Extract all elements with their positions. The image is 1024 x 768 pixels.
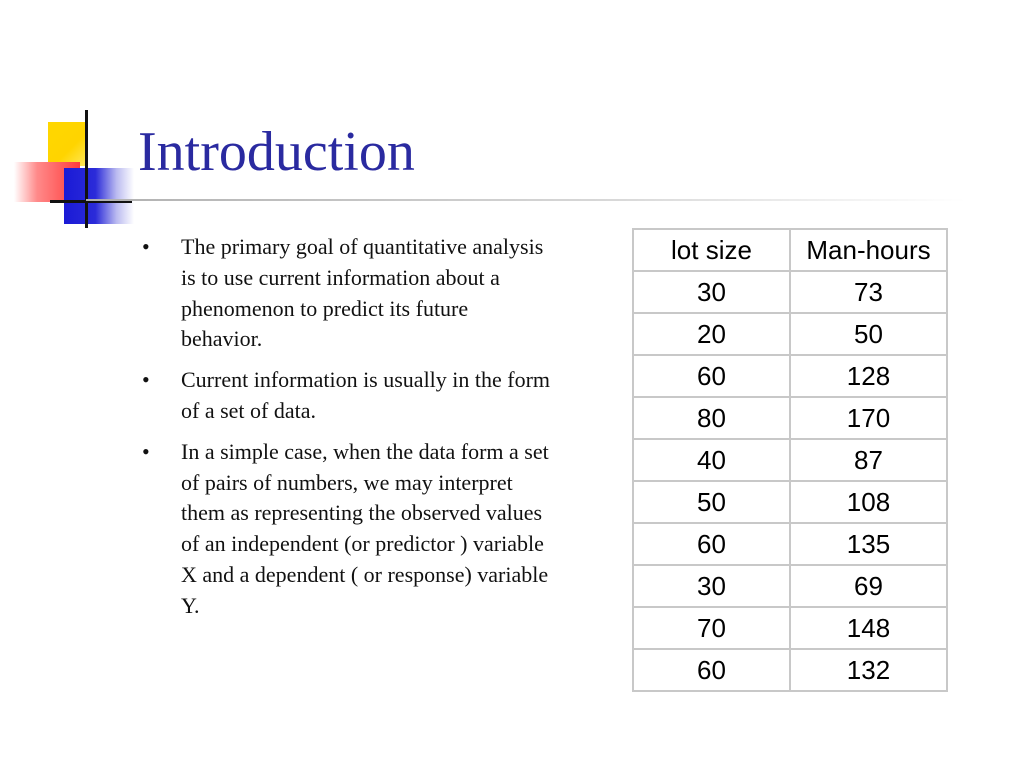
lot-size-cell: 80	[633, 397, 790, 439]
table-row	[633, 271, 947, 313]
lot-size-cell: 60	[633, 355, 790, 397]
lot-size-cell: 50	[633, 481, 790, 523]
bullet-item	[142, 437, 552, 622]
bullet-dot: •	[142, 367, 150, 393]
bullet-dot: •	[142, 234, 150, 259]
man-hours-cell: 128	[790, 355, 947, 397]
decorative-blue-square	[64, 168, 134, 224]
lot-size-cell: 60	[633, 523, 790, 565]
lot-size-cell: 60	[633, 649, 790, 691]
table-row	[633, 565, 947, 607]
table-header-row	[633, 229, 947, 271]
table-row	[633, 523, 947, 565]
table-row	[633, 397, 947, 439]
lot-size-cell: 30	[633, 271, 790, 313]
lot-size-cell: 30	[633, 565, 790, 607]
table-row	[633, 607, 947, 649]
man-hours-cell: 108	[790, 481, 947, 523]
decorative-vertical-line	[85, 110, 88, 228]
table-row	[633, 439, 947, 481]
column-header-lot-size: lot size	[633, 229, 790, 271]
data-table	[632, 228, 948, 692]
column-header-man-hours: Man-hours	[790, 229, 947, 271]
bullet-item	[142, 232, 552, 355]
bullet-text: In a simple case, when the data form a set of pairs of numbers, we may interpret them as representing the observed values of an independent (or predictor ) variable X and a dependent ( or response) variable Y.	[181, 438, 549, 618]
table-row	[633, 649, 947, 691]
lot-size-cell: 70	[633, 607, 790, 649]
bullet-text: The primary goal of quantitative analysis is to use current information about a phenomenon to predict its future behavior.	[181, 234, 544, 352]
bullet-list	[142, 232, 552, 632]
man-hours-cell: 87	[790, 439, 947, 481]
man-hours-cell: 50	[790, 313, 947, 355]
man-hours-cell: 132	[790, 649, 947, 691]
man-hours-cell: 69	[790, 565, 947, 607]
man-hours-cell: 170	[790, 397, 947, 439]
bullet-text: Current information is usually in the form of a set of data.	[181, 367, 551, 423]
man-hours-cell: 148	[790, 607, 947, 649]
title-underline	[86, 199, 966, 201]
table-row	[633, 481, 947, 523]
table-row	[633, 355, 947, 397]
lot-size-cell: 20	[633, 313, 790, 355]
table-row	[633, 313, 947, 355]
slide-title: Introduction	[138, 121, 415, 183]
lot-size-cell: 40	[633, 439, 790, 481]
man-hours-cell: 73	[790, 271, 947, 313]
man-hours-cell: 135	[790, 523, 947, 565]
decorative-yellow-square	[48, 122, 86, 166]
bullet-item	[142, 365, 552, 427]
bullet-dot: •	[142, 438, 150, 464]
